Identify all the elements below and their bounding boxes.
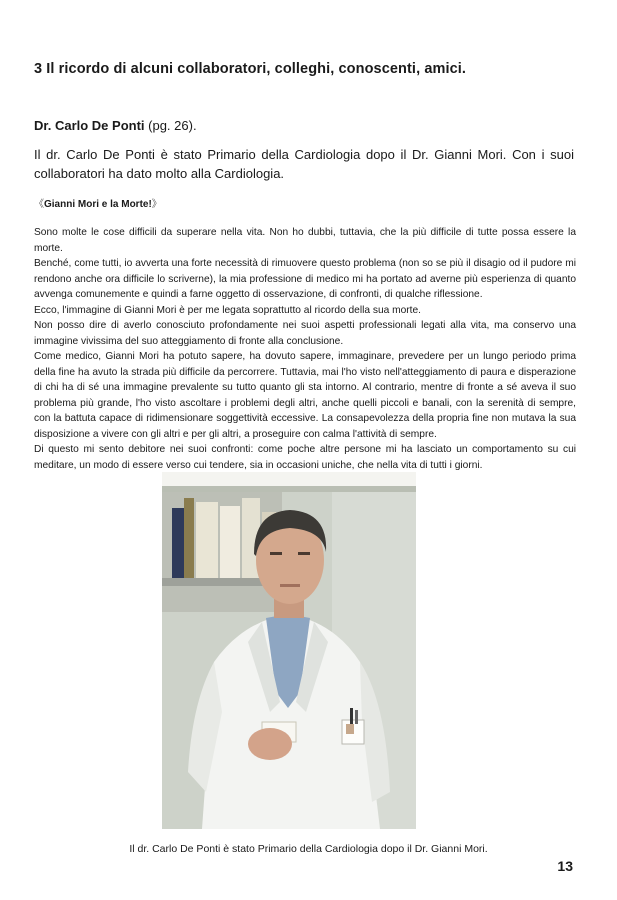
body-paragraph: Come medico, Gianni Mori ha potuto sapere, ha dovuto sapere, immaginare, prevedere per un lungo periodo prima della fine ha avuto la strada più difficile da percorrere. Tuttavia, mai l'ho visto nell'atteggiamento di paura e disperazione di chi ha di sé una immagine prevalente su tutto quanto gli sta intorno. Al contrario, mentre di fronte a sé aveva il suo problema più grande, l'ho visto ascoltare i problemi degli altri, anche quelli piccoli e banali, con la serenità di sempre, con la battuta capace di ridimensionare soggettività eccessive. La consapevolezza della propria fine non mutava la sua disposizione a vivere con gli altri e per gli altri, a proseguire con calma l'attività di sempre. — [34, 351, 576, 440]
quote-title — [34, 195, 162, 210]
author-name: Dr. Carlo De Ponti — [34, 118, 145, 133]
body-paragraph: Di questo mi sento debitore nei suoi confronti: come poche altre persone mi ha lasciato un comportamento su cui meditare, un modo di essere verso cui tendere, sia in occasioni uniche, che nella vita di tutti i giorni. — [34, 444, 576, 471]
quote-close-mark: 》 — [151, 199, 162, 210]
body-paragraph: Non posso dire di averlo conosciuto profondamente nei suoi aspetti professionali legati alla vita, ma conservo una immagine vivissima del suo atteggiamento di fronte alla conclusione. — [34, 320, 576, 347]
author-line — [34, 118, 197, 133]
body-paragraph: Sono molte le cose difficili da superare nella vita. Non ho dubbi, tuttavia, che la più difficile di tutte possa essere la morte. — [34, 227, 576, 254]
quote-open-mark: 《 — [34, 199, 44, 210]
author-page-ref: (pg. 26). — [144, 118, 197, 133]
photo-caption: Il dr. Carlo De Ponti è stato Primario della Cardiologia dopo il Dr. Gianni Mori. — [129, 843, 488, 855]
body-text — [34, 225, 576, 473]
body-paragraph: Benché, come tutti, io avverta una forte necessità di rimuovere questo problema (non so se più il disagio od il pudore mi rendono anche ora difficile lo scriverne), la mia professione di medico mi ha portato ad averne più esperienza di quanto avvenga comunemente e quindi a farne oggetto di osservazione, di confronti, di qualche riflessione. — [34, 258, 576, 300]
quote-title-text: Gianni Mori e la Morte! — [44, 199, 152, 210]
page-number: 13 — [557, 858, 573, 874]
intro-paragraph: Il dr. Carlo De Ponti è stato Primario della Cardiologia dopo il Dr. Gianni Mori. Con i suoi collaboratori ha dato molto alla Cardiologia. — [34, 147, 574, 181]
body-paragraph: Ecco, l'immagine di Gianni Mori è per me legata soprattutto al ricordo della sua morte. — [34, 304, 421, 316]
section-title: 3 Il ricordo di alcuni collaboratori, colleghi, conoscenti, amici. — [34, 61, 467, 77]
portrait-photo — [162, 472, 416, 829]
